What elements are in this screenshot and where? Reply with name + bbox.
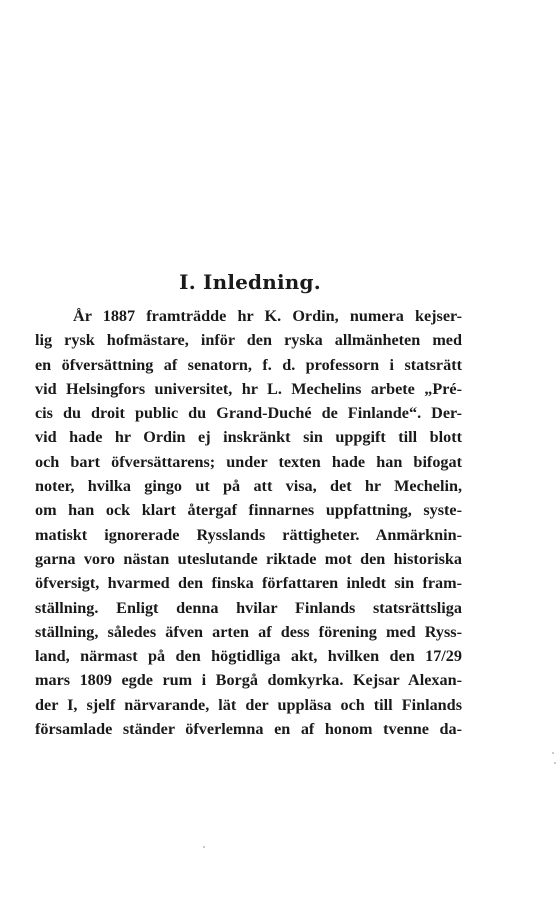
body-paragraph xyxy=(35,304,462,741)
text-line: noter, hvilka gingo ut på att visa, det hr Mechelin, xyxy=(35,477,462,496)
scan-speck xyxy=(554,762,556,764)
text-line: församlade ständer öfverlemna en af honom tvenne da- xyxy=(35,720,462,739)
text-line: cis du droit public du Grand-Duché de Finlande“. Der- xyxy=(35,404,462,423)
text-line: År 1887 framträdde hr K. Ordin, numera kejser- xyxy=(73,307,462,325)
text-line: lig rysk hofmästare, inför den ryska allmänheten med xyxy=(35,331,462,350)
scan-speck xyxy=(552,752,554,754)
text-line: mars 1809 egde rum i Borgå domkyrka. Kejsar Alexan- xyxy=(35,671,462,690)
text-line: ställning. Enligt denna hvilar Finlands statsrättsliga xyxy=(35,598,462,617)
text-line: der I, sjelf närvarande, lät der uppläsa och till Finlands xyxy=(35,695,462,714)
text-line: matiskt ignorerade Rysslands rättigheter. Anmärknin- xyxy=(35,525,462,544)
text-line: om han ock klart återgaf finnarnes uppfattning, syste- xyxy=(35,501,462,520)
text-line: vid hade hr Ordin ej inskränkt sin uppgift till blott xyxy=(35,428,462,447)
text-line: öfversigt, hvarmed den finska författaren inledt sin fram- xyxy=(35,574,462,593)
text-line: garna voro nästan uteslutande riktade mot den historiska xyxy=(35,549,462,568)
text-line: en öfversättning af senatorn, f. d. professorn i statsrätt xyxy=(35,355,462,374)
scan-speck xyxy=(203,846,205,848)
text-line: ställning, således äfven arten af dess förening med Ryss- xyxy=(35,622,462,641)
text-line: vid Helsingfors universitet, hr L. Mechelins arbete „Pré- xyxy=(35,379,462,398)
chapter-heading: I. Inledning. xyxy=(179,270,321,294)
text-line: land, närmast på den högtidliga akt, hvilken den 17/29 xyxy=(35,647,462,666)
text-line: och bart öfversättarens; under texten hade han bifogat xyxy=(35,452,462,471)
